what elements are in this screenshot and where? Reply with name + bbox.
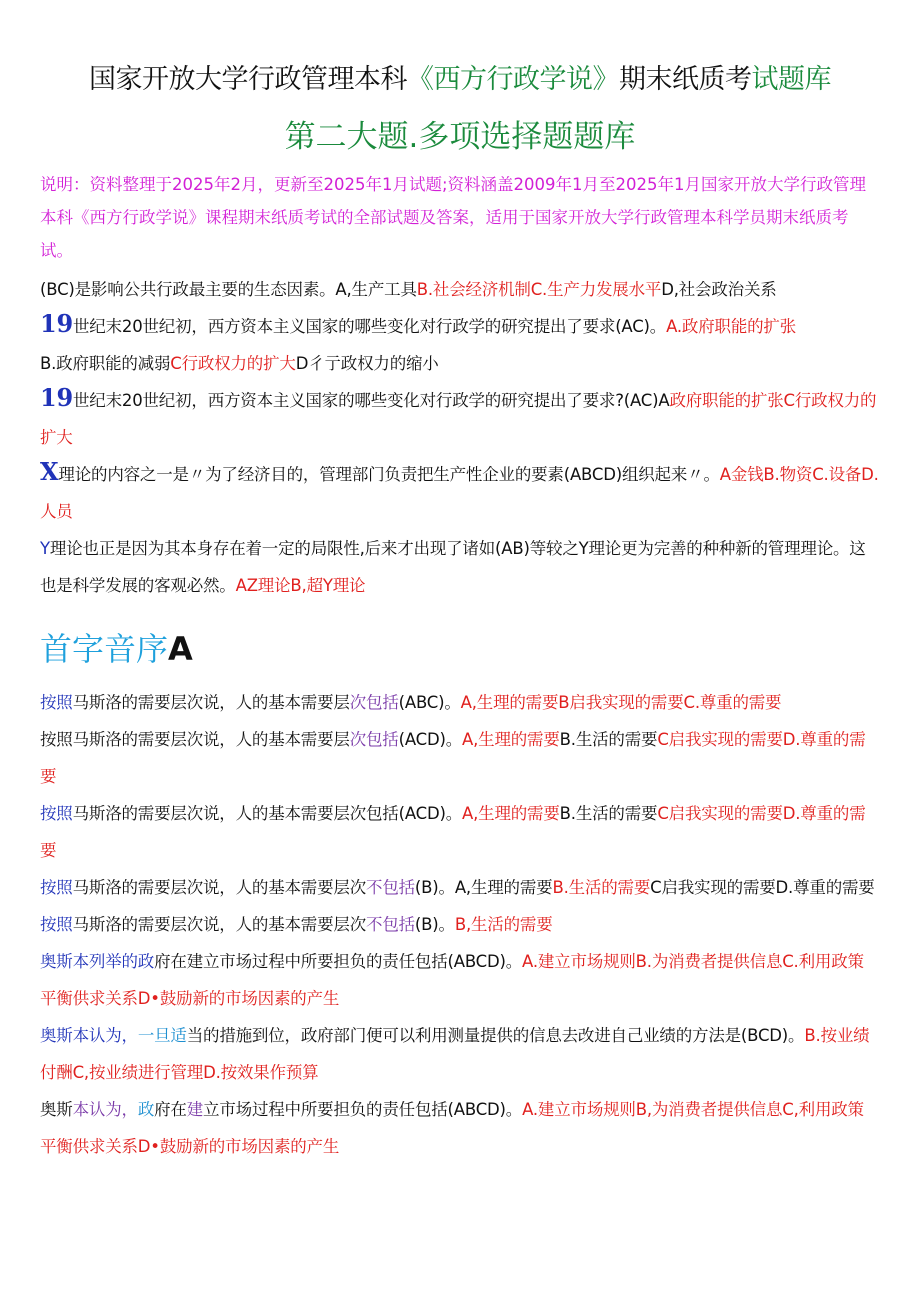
question-a6 [40, 943, 880, 1017]
question-a2 [40, 721, 880, 795]
document-note: 说明：资料整理于2025年2月，更新至2025年1月试题;资料涵盖2009年1月至2025年1月国家开放大学行政管理本科《西方行政学说》课程期末纸质考试的全部试题及答案，适用于国家开放大学行政管理本科学员期末纸质考试。 [40, 175, 867, 260]
question-text: (BC)是影响公共行政最主要的生态因素。A,生产工具 [40, 280, 417, 299]
question-text: B.生活的需要 [559, 730, 658, 749]
answer-text: C启我实现的需要D.尊重的需要 [40, 730, 866, 786]
question-text: 奥斯 [40, 1100, 73, 1119]
question-a7 [40, 1017, 880, 1091]
question-lead: 奥斯本列举的政 [40, 952, 155, 971]
title-part4: 试题库 [751, 64, 831, 95]
question-keyword: 次包括 [349, 693, 399, 712]
section-letter: A [168, 630, 193, 668]
section-heading [40, 626, 880, 672]
question-text: 府在 [154, 1100, 187, 1119]
question-lead: Y [40, 539, 50, 558]
answer-text: B.生活的需要 [552, 878, 651, 897]
answer-text: B.社会经济机制C.生产力发展水平 [416, 280, 662, 299]
question-text: 理论也正是因为其本身存在着一定的局限性,后来才出现了诸如(AB)等较之Y理论更为完善的种种新的管理理论。这也是科学发展的客观必然。 [40, 539, 866, 595]
answer-text: AZ理论B,超Y理论 [235, 576, 366, 595]
question-lead: 建 [186, 1100, 204, 1119]
question-keyword: 次包括 [349, 730, 399, 749]
question-text: B.生活的需要 [559, 804, 658, 823]
answer-text: B.按业绩付酬C,按业绩进行管理D.按效果作预算 [40, 1026, 870, 1082]
question-keyword: 不包括 [366, 915, 415, 934]
document-title [40, 60, 880, 100]
answer-text: C行政权力的扩大 [170, 354, 296, 373]
question-lead: 奥斯本认为， [40, 1026, 138, 1045]
answer-text: A.建立市场规则B,为消费者提供信息C,利用政策平衡供求关系D•鼓励新的市场因素的产生 [40, 1100, 864, 1156]
title-part3: 期末纸质考 [619, 64, 752, 95]
question-text: (B)。A,生理的需要 [414, 878, 553, 897]
question-lead: 政 [137, 1100, 155, 1119]
answer-text: C启我实现的需要D.尊重的需要 [40, 804, 866, 860]
question-lead: 按照 [40, 804, 73, 823]
question-4 [40, 456, 880, 530]
question-text: 当的措施到位，政府部门便可以利用测量提供的信息去改进自己业绩的方法是(BCD)。 [186, 1026, 805, 1045]
answer-text: 政府职能的扩张C行政权力的扩大 [40, 391, 877, 447]
question-text: 世纪末20世纪初，西方资本主义国家的哪些变化对行政学的研究提出了要求?(AC)A [73, 391, 670, 410]
question-a8 [40, 1091, 880, 1165]
question-text: 世纪末20世纪初，西方资本主义国家的哪些变化对行政学的研究提出了要求(AC)。 [73, 317, 667, 336]
title-part1: 国家开放大学行政管理本科 [89, 64, 407, 95]
document-subtitle: 第二大题.多项选择题题库 [284, 119, 636, 155]
answer-text: A金钱B.物资C.设备D.人员 [40, 465, 879, 521]
question-text: 马斯洛的需要层次说，人的基本需要层次包括(ACD)。 [72, 804, 463, 823]
question-1 [40, 271, 880, 308]
answer-text: A,生理的需要 [462, 804, 560, 823]
answer-text: A,生理的需要 [462, 730, 560, 749]
answer-text: A,生理的需要B启我实现的需要C.尊重的需要 [460, 693, 782, 712]
question-a5 [40, 906, 880, 943]
question-text: D,社会政治关系 [661, 280, 777, 299]
question-text: 立市场过程中所要担负的责任包括(ABCD)。 [203, 1100, 523, 1119]
question-lead: 本认为， [72, 1100, 138, 1119]
question-text: C启我实现的需要D.尊重的需要 [650, 878, 875, 897]
question-lead: 按照 [40, 878, 73, 897]
question-text: (B)。 [414, 915, 455, 934]
question-lead: 按照 [40, 915, 73, 934]
question-text: D彳亍政权力的缩小 [295, 354, 439, 373]
question-a4 [40, 869, 880, 906]
question-text: 马斯洛的需要层次说，人的基本需要层 [72, 693, 350, 712]
question-lead: 按照 [40, 693, 73, 712]
question-text: 府在建立市场过程中所要担负的责任包括(ABCD)。 [154, 952, 523, 971]
question-text: (ACD)。 [398, 730, 463, 749]
title-part2: 《西方行政学说》 [407, 64, 619, 95]
question-5 [40, 530, 880, 604]
section-label: 首字音序 [40, 630, 169, 668]
question-a1 [40, 684, 880, 721]
question-text: 理论的内容之一是〃为了经济目的，管理部门负责把生产性企业的要素(ABCD)组织起来〃。 [58, 465, 720, 484]
question-lead: 19 [40, 309, 73, 338]
question-2 [40, 308, 880, 382]
question-lead: 一旦适 [137, 1026, 187, 1045]
answer-text: B,生活的需要 [454, 915, 553, 934]
answer-text: A.建立市场规则B.为消费者提供信息C.利用政策平衡供求关系D•鼓励新的市场因素的产生 [40, 952, 864, 1008]
question-text: (ABC)。 [398, 693, 461, 712]
question-text: 按照马斯洛的需要层次说，人的基本需要层 [40, 730, 350, 749]
answer-text: A.政府职能的扩张 [666, 317, 797, 336]
question-text: B.政府职能的减弱 [40, 354, 171, 373]
question-text: 马斯洛的需要层次说，人的基本需要层次 [72, 878, 367, 897]
question-lead: X [40, 457, 59, 486]
question-a3 [40, 795, 880, 869]
question-text: 马斯洛的需要层次说，人的基本需要层次 [72, 915, 367, 934]
question-lead: 19 [40, 383, 73, 412]
question-3 [40, 382, 880, 456]
question-keyword: 不包括 [366, 878, 415, 897]
